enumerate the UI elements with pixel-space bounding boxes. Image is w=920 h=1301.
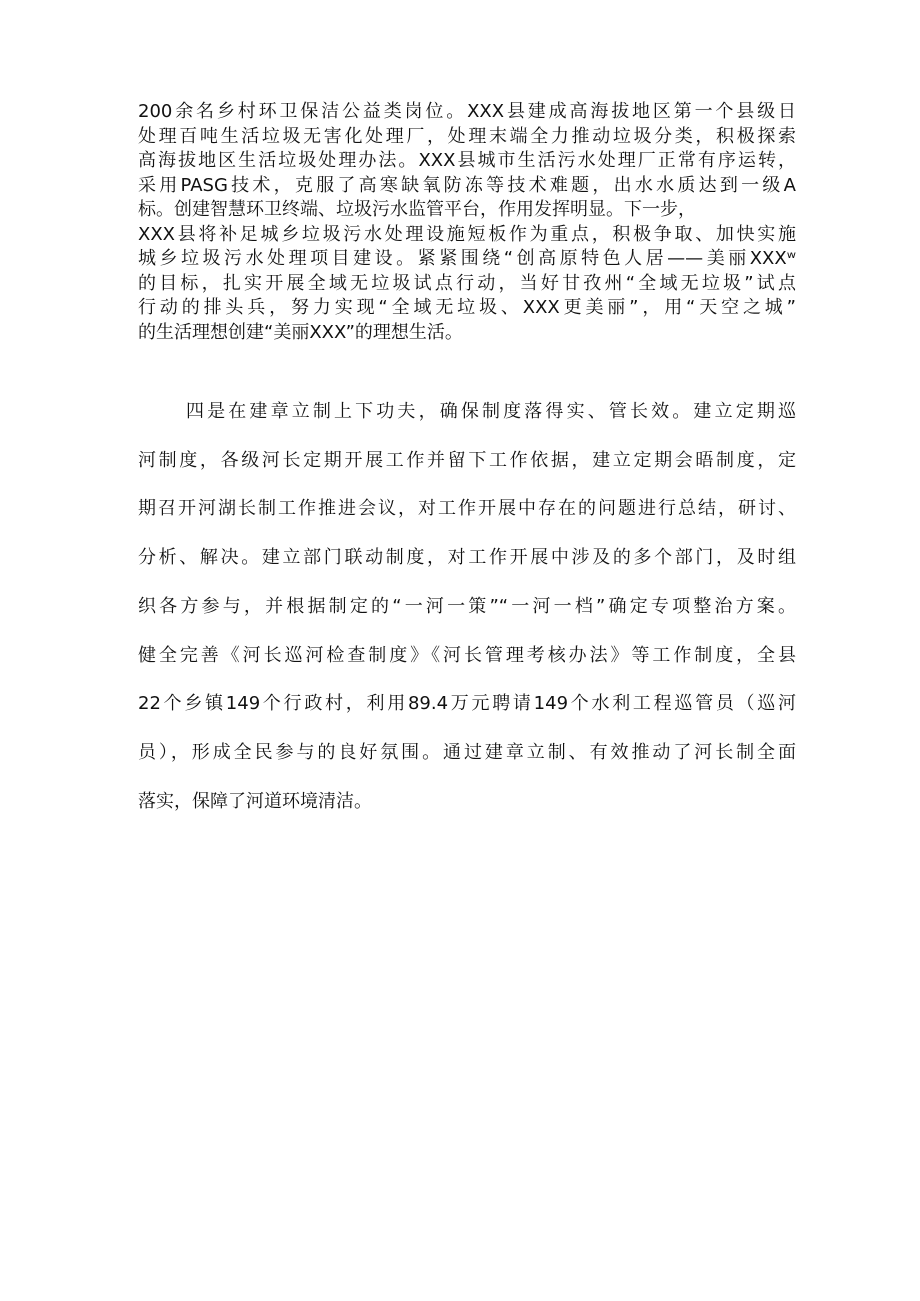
text-line: 员），形成全民参与的良好氛围。通过建章立制、有效推动了河长制全面 <box>138 741 796 763</box>
text-line: 处理百吨生活垃圾无害化处理厂，处理末端全力推动垃圾分类，积极探索 <box>138 125 796 147</box>
text-line: 健全完善《河长巡河检查制度》《河长管理考核办法》等工作制度，全县 <box>138 644 796 666</box>
text-line: 河制度，各级河长定期开展工作并留下工作依据，建立定期会晤制度，定 <box>138 449 796 471</box>
text-line: 期召开河湖长制工作推进会议，对工作开展中存在的问题进行总结，研讨、 <box>138 498 796 520</box>
text-line: 四是在建章立制上下功夫，确保制度落得实、管长效。建立定期巡 <box>186 401 796 422</box>
text-line: 落实，保障了河道环境清洁。 <box>138 790 372 812</box>
text-line: 22个乡镇149个行政村，利用89.4万元聘请149个水利工程巡管员（巡河 <box>138 693 796 715</box>
text-line: 的目标，扎实开展全域无垃圾试点行动，当好甘孜州“全域无垃圾”试点 <box>138 272 796 294</box>
text-line: 200余名乡村环卫保洁公益类岗位。XXX县建成高海拔地区第一个县级日 <box>138 101 796 122</box>
text-line: 分析、解决。建立部门联动制度，对工作开展中涉及的多个部门，及时组 <box>138 547 796 569</box>
paragraph-rules-system <box>138 388 796 826</box>
paragraph-environment-sanitation <box>138 100 796 345</box>
text-line: 行动的排头兵，努力实现“全域无垃圾、XXX更美丽”，用“天空之城” <box>138 297 796 318</box>
text-line: XXX县将补足城乡垃圾污水处理设施短板作为重点，积极争取、加快实施 <box>138 223 796 245</box>
text-line: 城乡垃圾污水处理项目建设。紧紧围绕“创高原特色人居——美丽XXXʷ <box>138 248 796 269</box>
text-line: 的生活理想创建“美丽XXX”的理想生活。 <box>138 321 463 343</box>
text-line: 采用PASG技术，克服了高寒缺氧防冻等技术难题，出水水质达到一级A <box>138 174 796 196</box>
text-line: 织各方参与，并根据制定的“一河一策”“一河一档”确定专项整治方案。 <box>138 595 796 617</box>
text-line: 高海拔地区生活垃圾处理办法。XXX县城市生活污水处理厂正常有序运转， <box>138 150 796 171</box>
text-line: 标。创建智慧环卫终端、垃圾污水监管平台，作用发挥明显。下一步， <box>138 199 696 220</box>
